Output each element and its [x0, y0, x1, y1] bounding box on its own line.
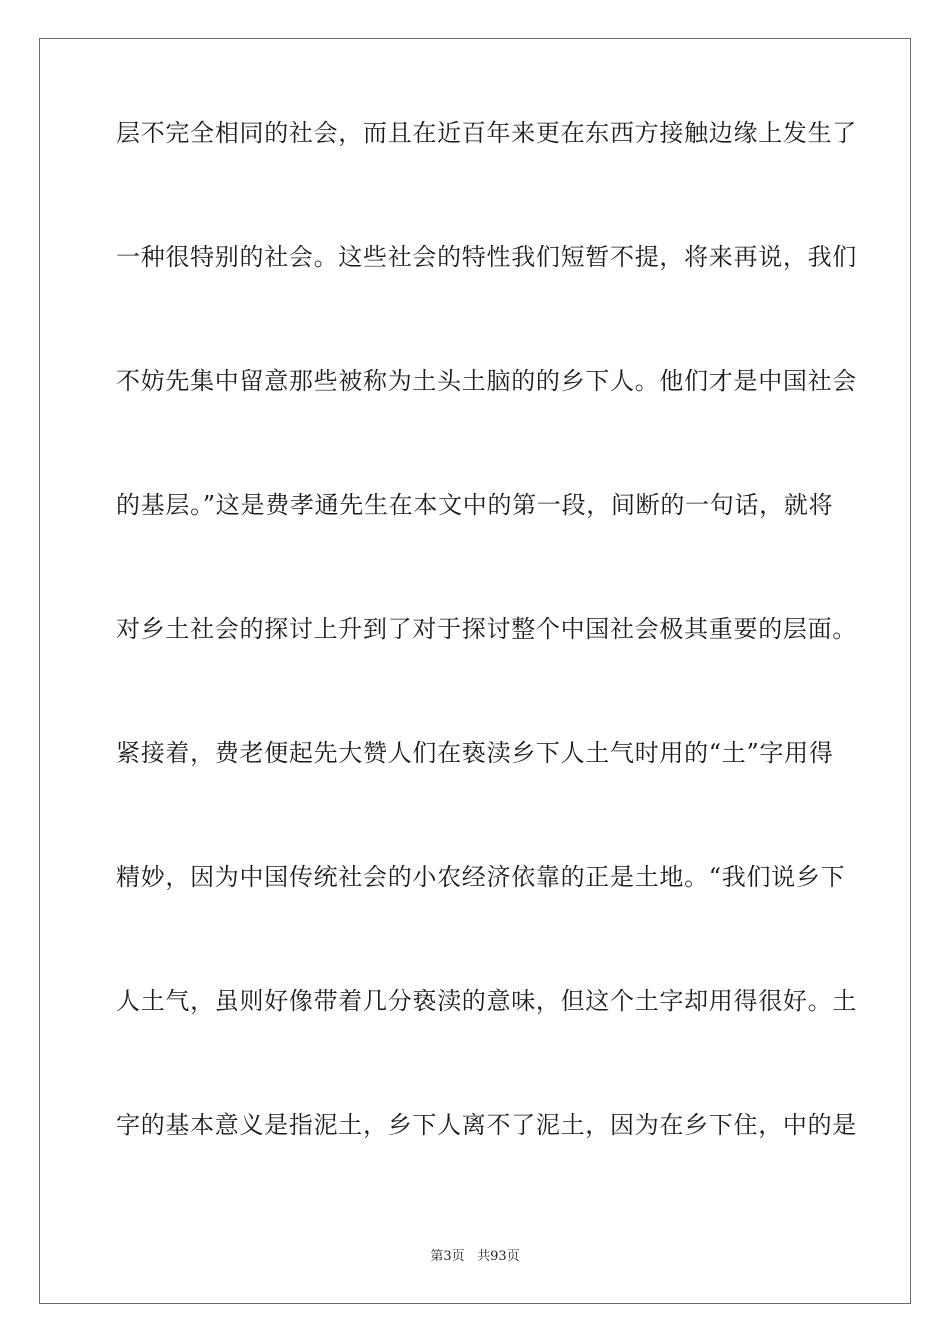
body-line: 紧接着，费老便起先大赞人们在亵渎乡下人土气时用的“土”字用得 — [116, 739, 834, 767]
body-line: 精妙，因为中国传统社会的小农经济依靠的正是土地。“我们说乡下 — [116, 863, 846, 891]
body-line: 人土气，虽则好像带着几分亵渎的意味，但这个土字却用得很好。土 — [116, 987, 857, 1015]
body-line: 的基层。”这是费孝通先生在本文中的第一段，间断的一句话，就将 — [116, 491, 834, 519]
total-pages: 共93页 — [477, 1249, 520, 1264]
body-line: 层不完全相同的社会，而且在近百年来更在东西方接触边缘上发生了 — [116, 119, 857, 147]
body-line: 对乡土社会的探讨上升到了对于探讨整个中国社会极其重要的层面。 — [116, 615, 857, 643]
page-footer — [0, 1248, 950, 1266]
body-line: 不妨先集中留意那些被称为土头土脑的的乡下人。他们才是中国社会 — [116, 367, 857, 395]
body-line: 字的基本意义是指泥土，乡下人离不了泥土，因为在乡下住，中的是 — [116, 1111, 857, 1139]
document-body — [116, 118, 857, 1234]
current-page-number: 第3页 — [430, 1249, 465, 1264]
body-line: 一种很特别的社会。这些社会的特性我们短暂不提，将来再说，我们 — [116, 243, 857, 271]
